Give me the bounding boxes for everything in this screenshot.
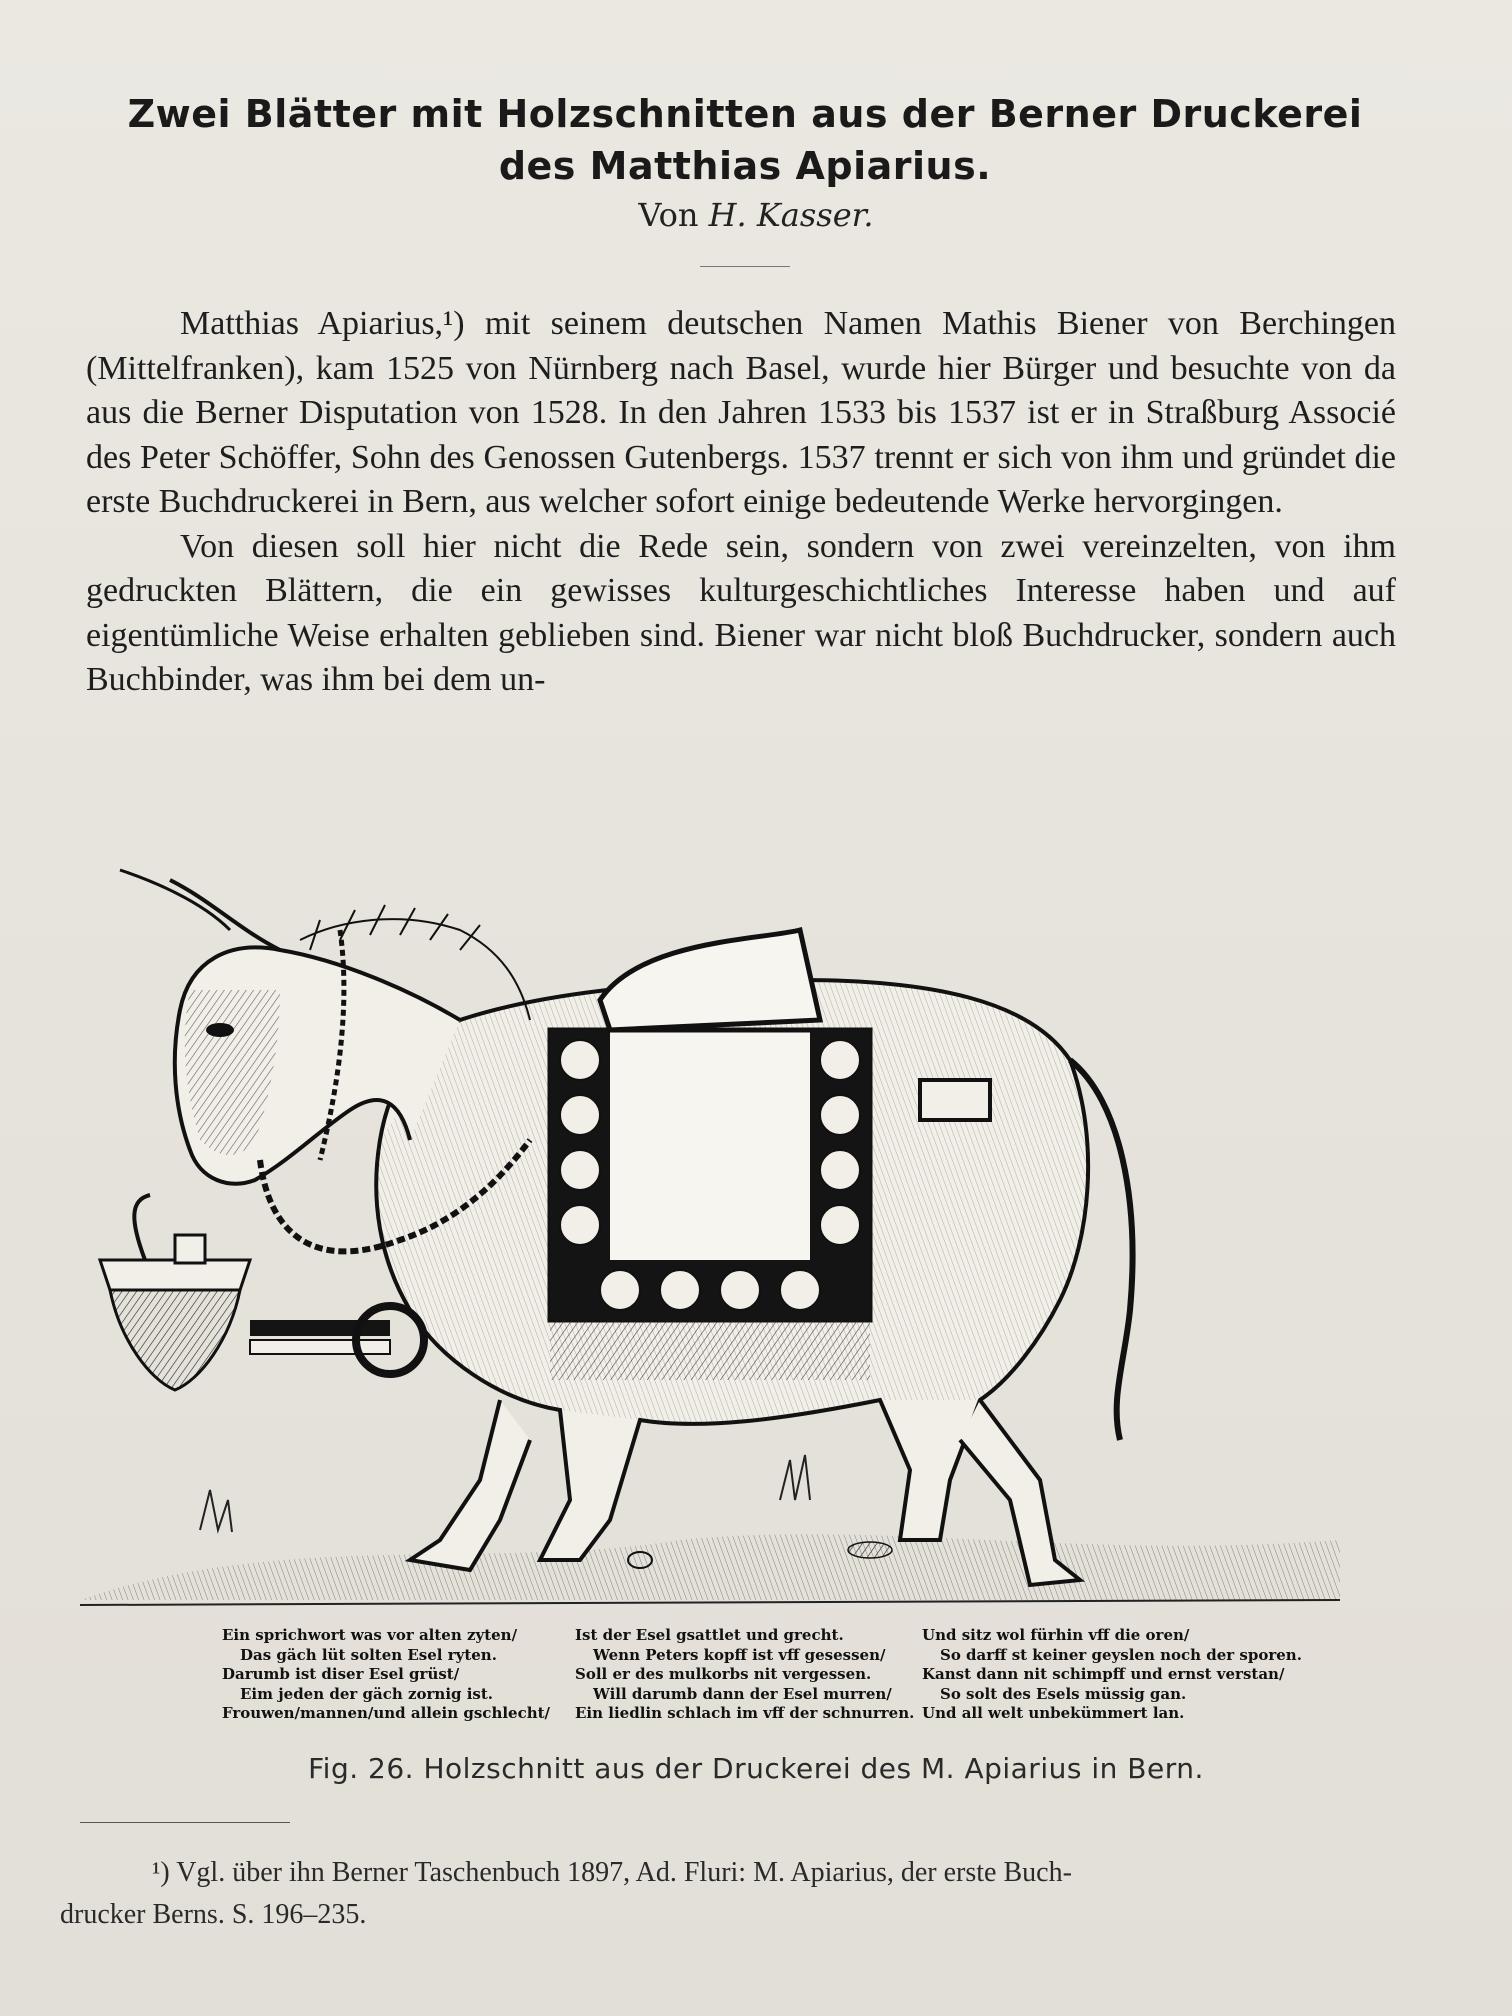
verse-line: Darumb ist diser Esel grüst/ <box>222 1665 460 1683</box>
verse-line: Und all welt unbekümmert lan. <box>922 1704 1185 1722</box>
body-text <box>86 302 1396 703</box>
footnote-line-1: ¹) Vgl. über ihn Berner Taschenbuch 1897, Ad. Fluri: M. Apiarius, der erste Buch- <box>152 1857 1072 1888</box>
verse-line: So solt des Esels müssig gan. <box>940 1684 1187 1703</box>
title-line-2: des Matthias Apiarius. <box>498 144 992 188</box>
verse-line: Und sitz wol fürhin vff die oren/ <box>922 1626 1190 1644</box>
key-icon <box>250 1306 424 1374</box>
verse-line: Das gäch lüt solten Esel ryten. <box>240 1645 497 1664</box>
verse-line: Will darumb dann der Esel murren/ <box>593 1684 892 1703</box>
footnote-line-2: drucker Berns. S. 196–235. <box>60 1899 367 1930</box>
verse-line: Ein sprichwort was vor alten zyten/ <box>222 1626 518 1644</box>
verse-column-1 <box>222 1626 550 1724</box>
verse-column-2 <box>575 1626 914 1724</box>
figure-caption: Fig. 26. Holzschnitt aus der Druckerei des M. Apiarius in Bern. <box>308 1752 1204 1785</box>
verse-line: Kanst dann nit schimpff und ernst verstan/ <box>922 1665 1285 1683</box>
verse-line: So darff st keiner geyslen noch der sporen. <box>940 1645 1302 1664</box>
author-name: H. Kasser. <box>708 196 874 234</box>
byline <box>0 196 1512 234</box>
woodcut-verses <box>0 1626 1512 1736</box>
verse-line: Ein liedlin schlach im vff der schnurren. <box>575 1704 915 1722</box>
paragraph-1: Matthias Apiarius,¹) mit seinem deutschen Namen Mathis Biener von Berchingen (Mittelfranken), kam 1525 von Nürnberg nach Basel, wurde hier Bürger und besuchte von da aus die Berner Disputation von 1528. In den Jahren 1533 bis 1537 ist er in Straßburg Associé des Peter Schöffer, Sohn des Genossen Gutenbergs. 1537 trennt er sich von ihm und gründet die erste Buchdruckerei in Bern, aus welcher sofort einige bedeutende Werke hervorgingen. <box>86 305 1396 520</box>
footnote <box>60 1852 1400 1936</box>
article-title <box>90 88 1400 192</box>
verse-line: Ist der Esel gsattlet und grecht. <box>575 1626 844 1644</box>
verse-line: Wenn Peters kopff ist vff gesessen/ <box>593 1645 886 1664</box>
title-divider <box>700 266 790 267</box>
basket-key-group <box>90 1190 430 1410</box>
basket-icon <box>100 1195 250 1390</box>
verse-line: Soll er des mulkorbs nit vergessen. <box>575 1665 872 1683</box>
paragraph-2: Von diesen soll hier nicht die Rede sein, sondern von zwei vereinzelten, von ihm gedruckten Blättern, die ein gewisses kulturgeschichtliches Interesse haben und auf eigentümliche Weise erhalten geblieben sind. Biener war nicht bloß Buchdrucker, sondern auch Buchbinder, was ihm bei dem un- <box>86 527 1396 698</box>
verse-line: Frouwen/mannen/und allein gschlecht/ <box>222 1704 551 1722</box>
verse-line: Eim jeden der gäch zornig ist. <box>240 1684 494 1703</box>
title-line-1: Zwei Blätter mit Holzschnitten aus der Berner Druckerei <box>127 92 1363 136</box>
footnote-divider <box>80 1822 290 1823</box>
byline-prefix: Von <box>638 196 699 234</box>
verse-column-3 <box>922 1626 1302 1724</box>
